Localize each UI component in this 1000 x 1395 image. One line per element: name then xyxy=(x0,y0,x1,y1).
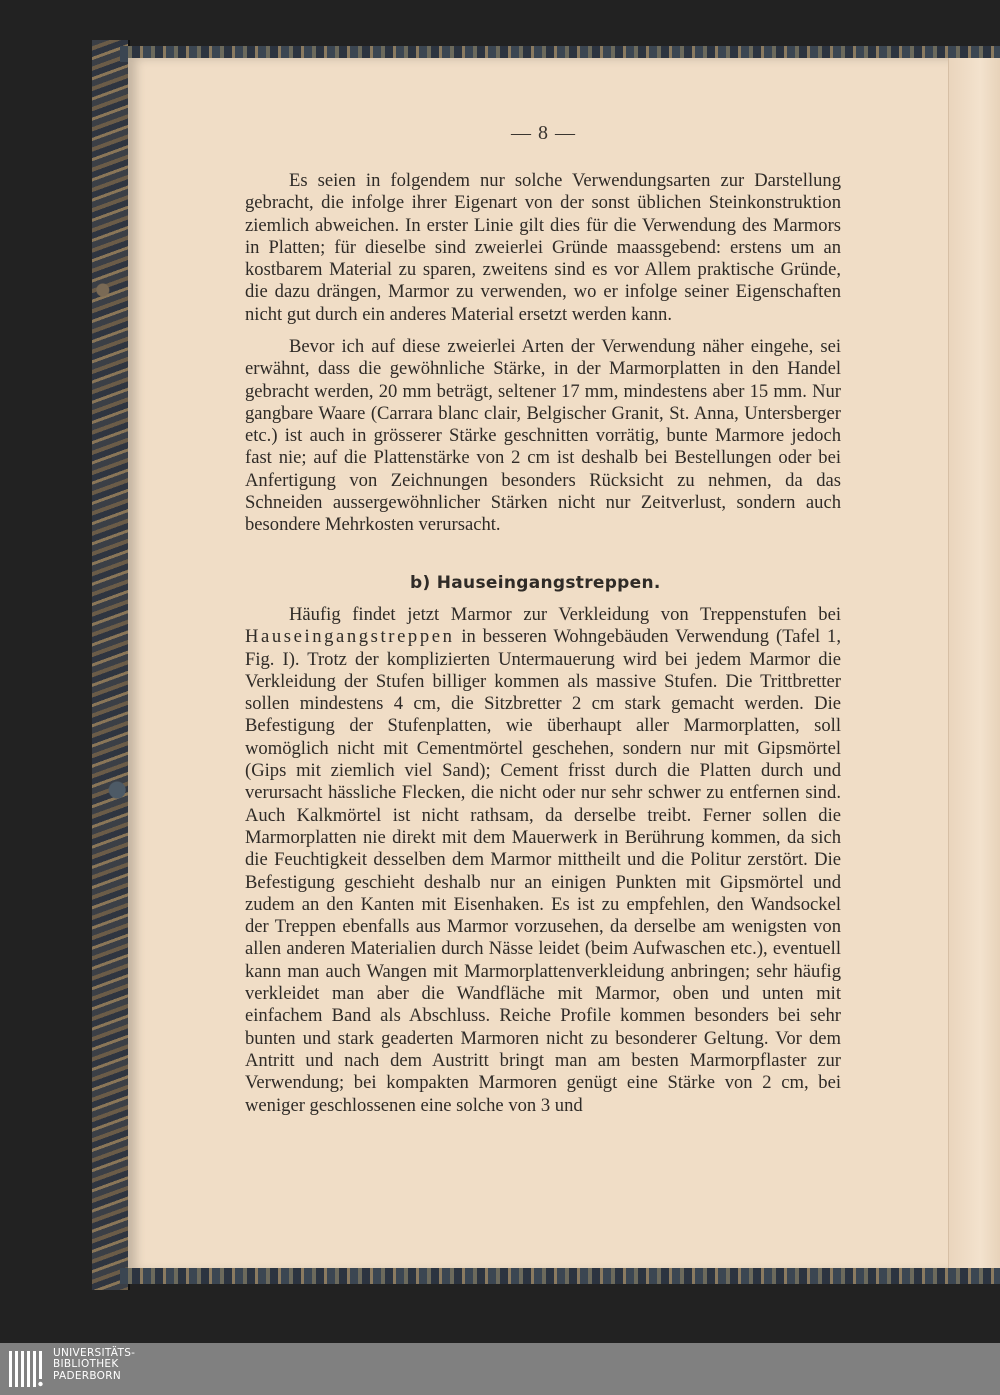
section-paragraph-rest: in besseren Wohngebäuden Verwendung (Tafel 1, Fig. I). Trotz der komplizierten Untermauerung wird bei jedem Marmor die Verkleidung der Stufen billiger kommen als massive Stufen. Die Trittbretter sollen mindestens 4 cm, die Sitzbretter 2 cm stark gemacht werden. Die Befestigung der Stufenplatten, wie überhaupt aller Marmorplatten, soll womöglich nicht mit Cementmörtel geschehen, sondern nur mit Gipsmörtel (Gips mit ziemlich viel Sand); Cement frisst durch die Platten durch und verursacht hässliche Flecken, die nicht oder nur sehr schwer zu entfernen sind. Auch Kalkmörtel ist nicht rathsam, da derselbe treibt. Ferner sollen die Marmorplatten nie direkt mit dem Mauerwerk in Berührung kommen, da sich die Feuchtigkeit desselben dem Marmor mittheilt und die Politur zerstört. Die Befestigung geschieht deshalb nur an einigen Punkten mit Gipsmörtel und zudem an den Kanten mit Eisenhaken. Es ist zu empfehlen, den Wandsockel der Treppen ebenfalls aus Marmor vorzusehen, da derselbe am wenigsten von allen anderen Materialien durch Nässe leidet (beim Aufwaschen etc.), eventuell kann man auch Wangen mit Marmorplattenverkleidung anbringen; sehr häufig verkleidet man aber die Wandfläche mit Marmor, oben und unten mit einfachem Band als Abschluss. Reiche Profile kommen besonders bei sehr bunten und stark geaderten Marmoren nicht zu besonderer Geltung. Vor dem Antritt und nach dem Austritt bringt man am besten Marmorpflaster zur Verwendung; bei kompakten Marmoren genügt eine Stärke von 2 cm, bei weniger geschlossenen eine solche von 3 und xyxy=(245,626,841,1116)
library-logo-icon xyxy=(8,1349,48,1389)
marbled-cover-bottom xyxy=(120,1268,1000,1284)
page-edge xyxy=(948,58,1000,1272)
library-name-line-3: PADERBORN xyxy=(53,1369,121,1382)
page-number: — 8 — xyxy=(511,122,576,144)
library-name xyxy=(53,1348,135,1382)
section-paragraph xyxy=(245,604,841,1117)
paragraph-1: Es seien in folgendem nur solche Verwendungsarten zur Darstellung gebracht, die infolge ihrer Eigenart von der sonst üblichen Steinkonstruktion ziemlich abweichen. In erster Linie gilt dies für die Verwendung des Marmors in Platten; für dieselbe sind zweierlei Gründe maassgebend: erstens um an kostbarem Material zu sparen, zweitens sind es vor Allem praktische Gründe, die dazu drängen, Marmor zu verwenden, wo er infolge seiner Eigenschaften nicht gut durch ein anderes Material ersetzt werden kann. xyxy=(245,170,841,325)
library-footer-bar xyxy=(0,1343,1000,1395)
section-heading: b) Hauseingangstreppen. xyxy=(410,573,661,593)
marbled-cover-left xyxy=(92,40,130,1290)
library-name-line-1: UNIVERSITÄTS- xyxy=(53,1347,136,1359)
spaced-term: Hauseingangstreppen xyxy=(245,626,455,648)
section-paragraph-start: Häufig findet jetzt Marmor zur Verkleidung von Treppenstufen bei xyxy=(289,604,841,625)
paragraph-2: Bevor ich auf diese zweierlei Arten der Verwendung näher eingehe, sei erwähnt, dass die gewöhnliche Stärke, in der Marmorplatten in den Handel gebracht werden, 20 mm beträgt, seltener 17 mm, mindestens aber 15 mm. Nur gangbare Waare (Carrara blanc clair, Belgischer Granit, St. Anna, Untersberger etc.) ist auch in grösserer Stärke geschnitten vorrätig, bunte Marmore jedoch fast nie; auf die Plattenstärke von 2 cm ist deshalb bei Bestellungen oder bei Anfertigung von Zeichnungen besonders Rücksicht zu nehmen, da das Schneiden aussergewöhnlicher Stärken nicht nur Zeitverlust, sondern auch besondere Mehrkosten verursacht. xyxy=(245,336,841,536)
library-name-line-2: BIBLIOTHEK xyxy=(53,1358,119,1371)
